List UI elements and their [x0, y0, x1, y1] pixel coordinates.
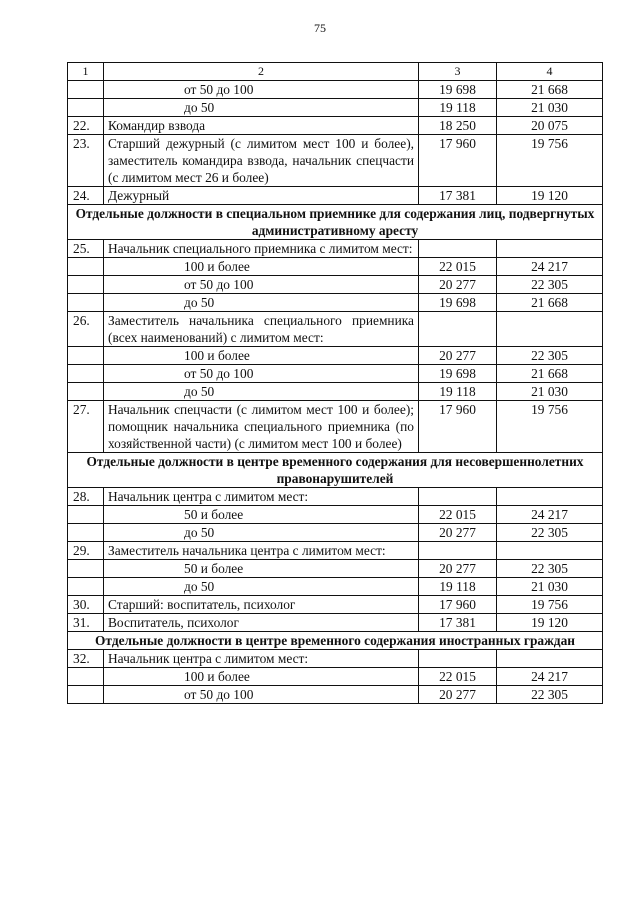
row-number: 30. — [68, 596, 104, 614]
table-subrow — [68, 258, 603, 276]
salary-table — [67, 62, 603, 704]
row-number — [68, 81, 104, 99]
table-row — [68, 488, 603, 506]
salary-col3: 19 118 — [419, 383, 497, 401]
limit-range-cell — [104, 686, 419, 704]
limit-range: до 50 — [184, 295, 215, 310]
salary-col4: 21 668 — [497, 294, 603, 312]
salary-col3: 19 118 — [419, 99, 497, 117]
salary-col3: 19 698 — [419, 81, 497, 99]
row-number: 28. — [68, 488, 104, 506]
salary-col4 — [497, 488, 603, 506]
row-number: 32. — [68, 650, 104, 668]
limit-range: 100 и более — [184, 259, 250, 274]
row-number — [68, 668, 104, 686]
salary-col3: 19 698 — [419, 294, 497, 312]
table-row — [68, 312, 603, 347]
salary-col3: 20 277 — [419, 686, 497, 704]
salary-col4 — [497, 542, 603, 560]
row-number: 27. — [68, 401, 104, 453]
row-number: 29. — [68, 542, 104, 560]
position-name: Начальник спецчасти (с лимитом мест 100 и более); помощник начальника специального приемника (по хозяйственной части) (с лимитом мест 100 и более) — [104, 401, 419, 453]
limit-range: до 50 — [184, 579, 215, 594]
salary-col4: 19 756 — [497, 596, 603, 614]
row-number — [68, 506, 104, 524]
table-subrow — [68, 365, 603, 383]
limit-range-cell — [104, 294, 419, 312]
position-name: Заместитель начальника специального приемника (всех наименований) с лимитом мест: — [104, 312, 419, 347]
limit-range-cell — [104, 524, 419, 542]
salary-col3: 17 960 — [419, 596, 497, 614]
salary-col4: 22 305 — [497, 686, 603, 704]
limit-range: от 50 до 100 — [184, 687, 254, 702]
salary-col4: 21 030 — [497, 578, 603, 596]
row-number — [68, 276, 104, 294]
limit-range-cell — [104, 578, 419, 596]
salary-col3 — [419, 240, 497, 258]
limit-range-cell — [104, 99, 419, 117]
salary-col3: 22 015 — [419, 668, 497, 686]
section-heading: Отдельные должности в центре временного содержания для несовершеннолетних правонарушителей — [68, 453, 603, 488]
table-row — [68, 650, 603, 668]
salary-col3: 17 381 — [419, 187, 497, 205]
table-subrow — [68, 99, 603, 117]
section-heading-row — [68, 632, 603, 650]
position-name: Дежурный — [104, 187, 419, 205]
limit-range-cell — [104, 560, 419, 578]
limit-range-cell — [104, 506, 419, 524]
row-number — [68, 383, 104, 401]
table-subrow — [68, 383, 603, 401]
salary-col3: 20 277 — [419, 524, 497, 542]
position-name: Командир взвода — [104, 117, 419, 135]
table-subrow — [68, 81, 603, 99]
limit-range: от 50 до 100 — [184, 82, 254, 97]
salary-col3 — [419, 650, 497, 668]
salary-col3: 20 277 — [419, 347, 497, 365]
salary-col3: 20 277 — [419, 276, 497, 294]
table-subrow — [68, 578, 603, 596]
salary-col4: 21 668 — [497, 81, 603, 99]
table-row — [68, 542, 603, 560]
salary-col3 — [419, 312, 497, 347]
position-name: Старший: воспитатель, психолог — [104, 596, 419, 614]
salary-col3: 17 960 — [419, 135, 497, 187]
limit-range-cell — [104, 383, 419, 401]
header-cell: 1 — [68, 63, 104, 81]
row-number — [68, 686, 104, 704]
limit-range: 100 и более — [184, 348, 250, 363]
row-number — [68, 99, 104, 117]
header-cell: 2 — [104, 63, 419, 81]
salary-col4: 24 217 — [497, 506, 603, 524]
salary-col3: 19 118 — [419, 578, 497, 596]
limit-range: 50 и более — [184, 561, 244, 576]
row-number — [68, 258, 104, 276]
limit-range-cell — [104, 276, 419, 294]
row-number: 25. — [68, 240, 104, 258]
salary-col3 — [419, 488, 497, 506]
salary-col4: 19 756 — [497, 401, 603, 453]
header-row — [68, 63, 603, 81]
table-row — [68, 240, 603, 258]
salary-col4 — [497, 650, 603, 668]
limit-range: до 50 — [184, 525, 215, 540]
position-name: Начальник центра с лимитом мест: — [104, 488, 419, 506]
salary-col3: 18 250 — [419, 117, 497, 135]
section-heading: Отдельные должности в специальном приемнике для содержания лиц, подвергнутых административному аресту — [68, 205, 603, 240]
position-name: Начальник центра с лимитом мест: — [104, 650, 419, 668]
table-row — [68, 117, 603, 135]
row-number: 26. — [68, 312, 104, 347]
table-subrow — [68, 524, 603, 542]
row-number: 23. — [68, 135, 104, 187]
table-subrow — [68, 276, 603, 294]
salary-col4: 22 305 — [497, 347, 603, 365]
salary-col4: 22 305 — [497, 560, 603, 578]
limit-range: 50 и более — [184, 507, 244, 522]
position-name: Воспитатель, психолог — [104, 614, 419, 632]
salary-col4: 21 030 — [497, 383, 603, 401]
row-number: 22. — [68, 117, 104, 135]
table-subrow — [68, 506, 603, 524]
salary-col3: 22 015 — [419, 506, 497, 524]
table-subrow — [68, 668, 603, 686]
table-row — [68, 187, 603, 205]
section-heading-row — [68, 453, 603, 488]
salary-col4: 19 756 — [497, 135, 603, 187]
salary-col4 — [497, 240, 603, 258]
salary-col3 — [419, 542, 497, 560]
limit-range-cell — [104, 365, 419, 383]
page-number: 75 — [314, 21, 326, 35]
salary-col4: 22 305 — [497, 276, 603, 294]
salary-col3: 17 960 — [419, 401, 497, 453]
table-subrow — [68, 686, 603, 704]
row-number — [68, 524, 104, 542]
limit-range: до 50 — [184, 100, 215, 115]
limit-range: от 50 до 100 — [184, 366, 254, 381]
salary-col4: 21 030 — [497, 99, 603, 117]
limit-range: от 50 до 100 — [184, 277, 254, 292]
row-number: 31. — [68, 614, 104, 632]
salary-col3: 20 277 — [419, 560, 497, 578]
position-name: Заместитель начальника центра с лимитом мест: — [104, 542, 419, 560]
header-cell: 3 — [419, 63, 497, 81]
header-cell: 4 — [497, 63, 603, 81]
section-heading: Отдельные должности в центре временного содержания иностранных граждан — [68, 632, 603, 650]
salary-col4: 20 075 — [497, 117, 603, 135]
limit-range: до 50 — [184, 384, 215, 399]
table-subrow — [68, 347, 603, 365]
salary-col4: 19 120 — [497, 614, 603, 632]
row-number — [68, 578, 104, 596]
row-number: 24. — [68, 187, 104, 205]
limit-range-cell — [104, 81, 419, 99]
limit-range-cell — [104, 668, 419, 686]
salary-col4 — [497, 312, 603, 347]
table-row — [68, 614, 603, 632]
salary-col4: 24 217 — [497, 668, 603, 686]
salary-col3: 22 015 — [419, 258, 497, 276]
table-subrow — [68, 560, 603, 578]
position-name: Начальник специального приемника с лимитом мест: — [104, 240, 419, 258]
salary-col4: 24 217 — [497, 258, 603, 276]
position-name: Старший дежурный (с лимитом мест 100 и более), заместитель командира взвода, начальник спецчасти (с лимитом мест 26 и более) — [104, 135, 419, 187]
limit-range-cell — [104, 258, 419, 276]
salary-col4: 19 120 — [497, 187, 603, 205]
row-number — [68, 294, 104, 312]
table-subrow — [68, 294, 603, 312]
section-heading-row — [68, 205, 603, 240]
table-row — [68, 596, 603, 614]
salary-col3: 19 698 — [419, 365, 497, 383]
row-number — [68, 365, 104, 383]
row-number — [68, 560, 104, 578]
salary-col4: 22 305 — [497, 524, 603, 542]
table-row — [68, 401, 603, 453]
table-row — [68, 135, 603, 187]
salary-col3: 17 381 — [419, 614, 497, 632]
row-number — [68, 347, 104, 365]
limit-range: 100 и более — [184, 669, 250, 684]
salary-col4: 21 668 — [497, 365, 603, 383]
limit-range-cell — [104, 347, 419, 365]
